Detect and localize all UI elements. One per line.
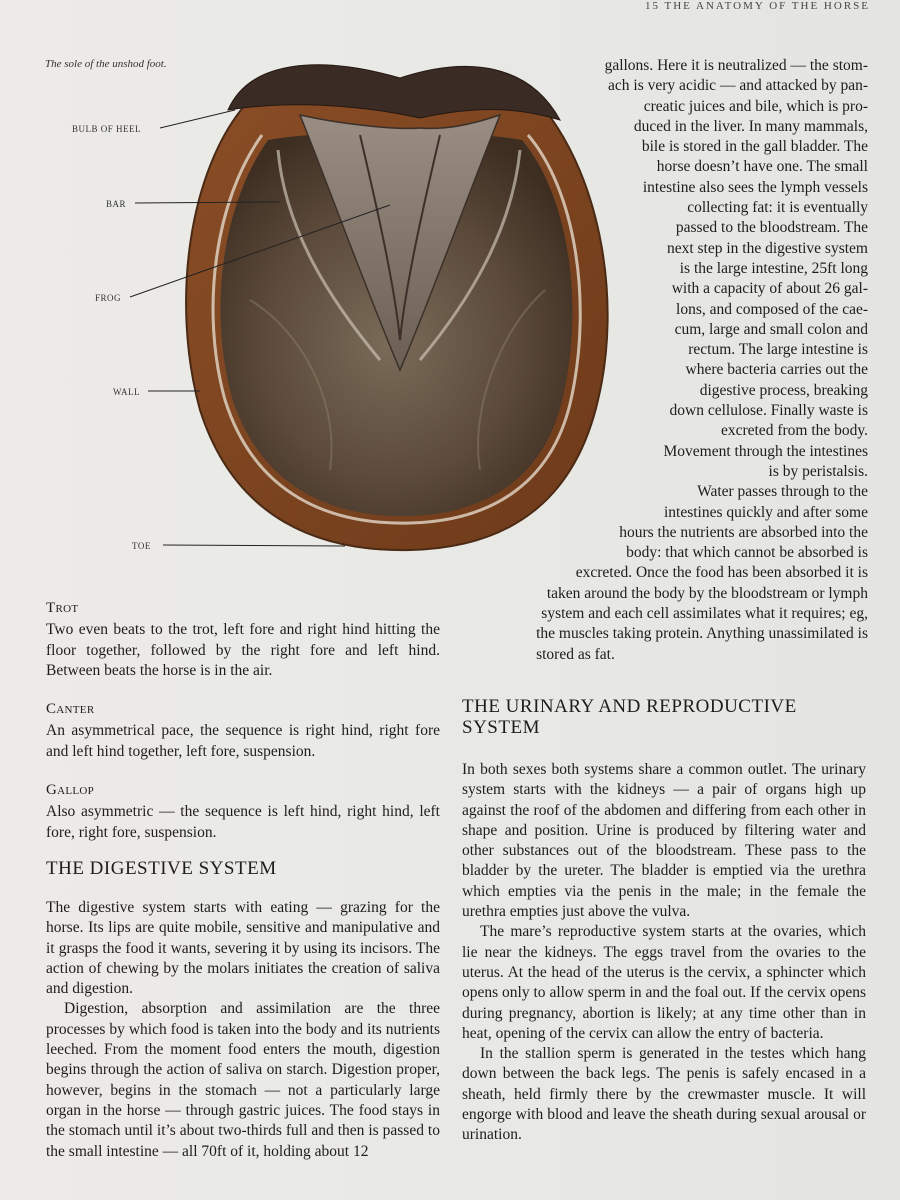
gaits-column — [46, 598, 440, 843]
text-line: system and each cell assimilates what it requires; eg, — [541, 605, 868, 623]
text-line: taken around the body by the bloodstream or lymph — [546, 584, 868, 602]
text-line: gallons. Here it is neutralized — the stom- — [604, 57, 868, 74]
text-line: down cellulose. Finally waste is — [669, 402, 868, 420]
text-line: next step in the digestive system — [666, 239, 868, 257]
urinary-paragraph-1: In both sexes both systems share a common outlet. The urinary system starts with the kidneys — a pair of organs high up against the roof of the abdomen and differing from each other in shape and position. Urine is produced by filtering water and other substances out of the bloodstream. These pass to the bladder by the ureter. The bladder is emptied via the urethra which empties via the penis in the male; in the female the urethra empties just above the vulva. — [462, 761, 866, 921]
text-line: intestine also sees the lymph vessels — [642, 178, 868, 196]
text-line: bile is stored in the gall bladder. The — [641, 138, 868, 156]
canter-text: An asymmetrical pace, the sequence is right hind, right fore and left hind together, left fore, suspension. — [46, 722, 440, 760]
trot-text: Two even beats to the trot, left fore and right hind hitting the floor together, followed by the right fore and left hind. Between beats the horse is in the air. — [46, 621, 440, 679]
trot-heading: Trot — [46, 600, 79, 616]
text-line: collecting fat: it is eventually — [687, 199, 868, 217]
urinary-title: THE URINARY AND REPRODUCTIVE SYSTEM — [462, 696, 797, 738]
label-toe: TOE — [132, 541, 151, 551]
text-line: Water passes through to the — [697, 483, 868, 501]
label-bar: BAR — [106, 199, 127, 209]
label-frog: FROG — [95, 293, 122, 303]
text-line: body: that which cannot be absorbed is — [626, 544, 868, 562]
text-line: rectum. The large intestine is — [688, 341, 868, 359]
text-line: passed to the bloodstream. The — [675, 219, 868, 237]
text-line: hours the nutrients are absorbed into the — [619, 523, 868, 541]
text-line: with a capacity of about 26 gal- — [671, 280, 868, 298]
text-line: creatic juices and bile, which is pro- — [643, 97, 868, 115]
running-head: 15 THE ANATOMY OF THE HORSE — [644, 0, 870, 12]
text-line: intestines quickly and after some — [663, 503, 868, 521]
text-line: excreted. Once the food has been absorbed it is — [575, 564, 868, 582]
digestive-paragraph-1: The digestive system starts with eating — grazing for the horse. Its lips are quite mobile, sensitive and manipulative and it grasps the food it wants, severing it by using its incisors. The action of chewing by the molars initiates the creation of saliva and digestion. — [46, 899, 440, 998]
text-line: Movement through the intestines — [663, 442, 868, 460]
digestive-text-continued — [536, 56, 868, 665]
canter-heading: Canter — [46, 701, 95, 718]
figure-caption: The sole of the unshod foot. — [45, 58, 167, 70]
digestive-title: THE DIGESTIVE SYSTEM — [46, 858, 277, 879]
urinary-paragraph-2: The mare’s reproductive system starts at the ovaries, which lie near the kidneys. The eggs travel from the ovaries to the uterus. At the head of the uterus is the cervix, a sphincter which opens only to allow sperm in and the foal out. If the cervix opens during pregnancy, abortion is likely; at any time other than in heat, opening of the cervix can allow the entry of bacteria. — [462, 923, 866, 1042]
text-line: is the large intestine, 25ft long — [679, 259, 868, 277]
text-line: excreted from the body. — [720, 422, 868, 440]
text-line: stored as fat. — [536, 645, 615, 663]
gallop-text: Also asymmetric — the sequence is left hind, right hind, left fore, right fore, suspension. — [46, 803, 440, 841]
text-line: where bacteria carries out the — [685, 361, 868, 379]
label-wall: WALL — [113, 387, 140, 397]
digestive-paragraph-2: Digestion, absorption and assimilation are the three processes by which food is taken into the body and its nutrients leeched. From the moment food enters the mouth, digestion begins through the action of saliva on starch. Digestion proper, however, begins in the stomach — not a particularly large organ in the horse — through gastric juices. The food stays in the stomach until it’s about two-thirds full and then is passed to the small intestine — all 70ft of it, holding about 12 — [46, 1000, 440, 1160]
text-line: the muscles taking protein. Anything unassimilated is — [536, 625, 868, 643]
text-line: duced in the liver. In many mammals, — [633, 117, 868, 135]
text-line: is by peristalsis. — [768, 462, 868, 480]
urinary-paragraph-3: In the stallion sperm is generated in the testes which hang down between the back legs. The penis is safely encased in a sheath, held firmly there by the crewmaster muscle. It will engorge with blood and leave the sheath during sexual arousal or urination. — [462, 1045, 866, 1144]
text-line: lons, and composed of the cae- — [676, 300, 868, 318]
text-line: ach is very acidic — and attacked by pan- — [608, 77, 868, 95]
text-line: cum, large and small colon and — [674, 320, 868, 338]
urinary-column — [462, 760, 866, 1146]
label-bulb-of-heel: BULB OF HEEL — [72, 124, 141, 134]
text-line: horse doesn’t have one. The small — [656, 158, 868, 176]
text-line: digestive process, breaking — [699, 381, 868, 399]
gallop-heading: Gallop — [46, 782, 95, 799]
digestive-column — [46, 898, 440, 1162]
